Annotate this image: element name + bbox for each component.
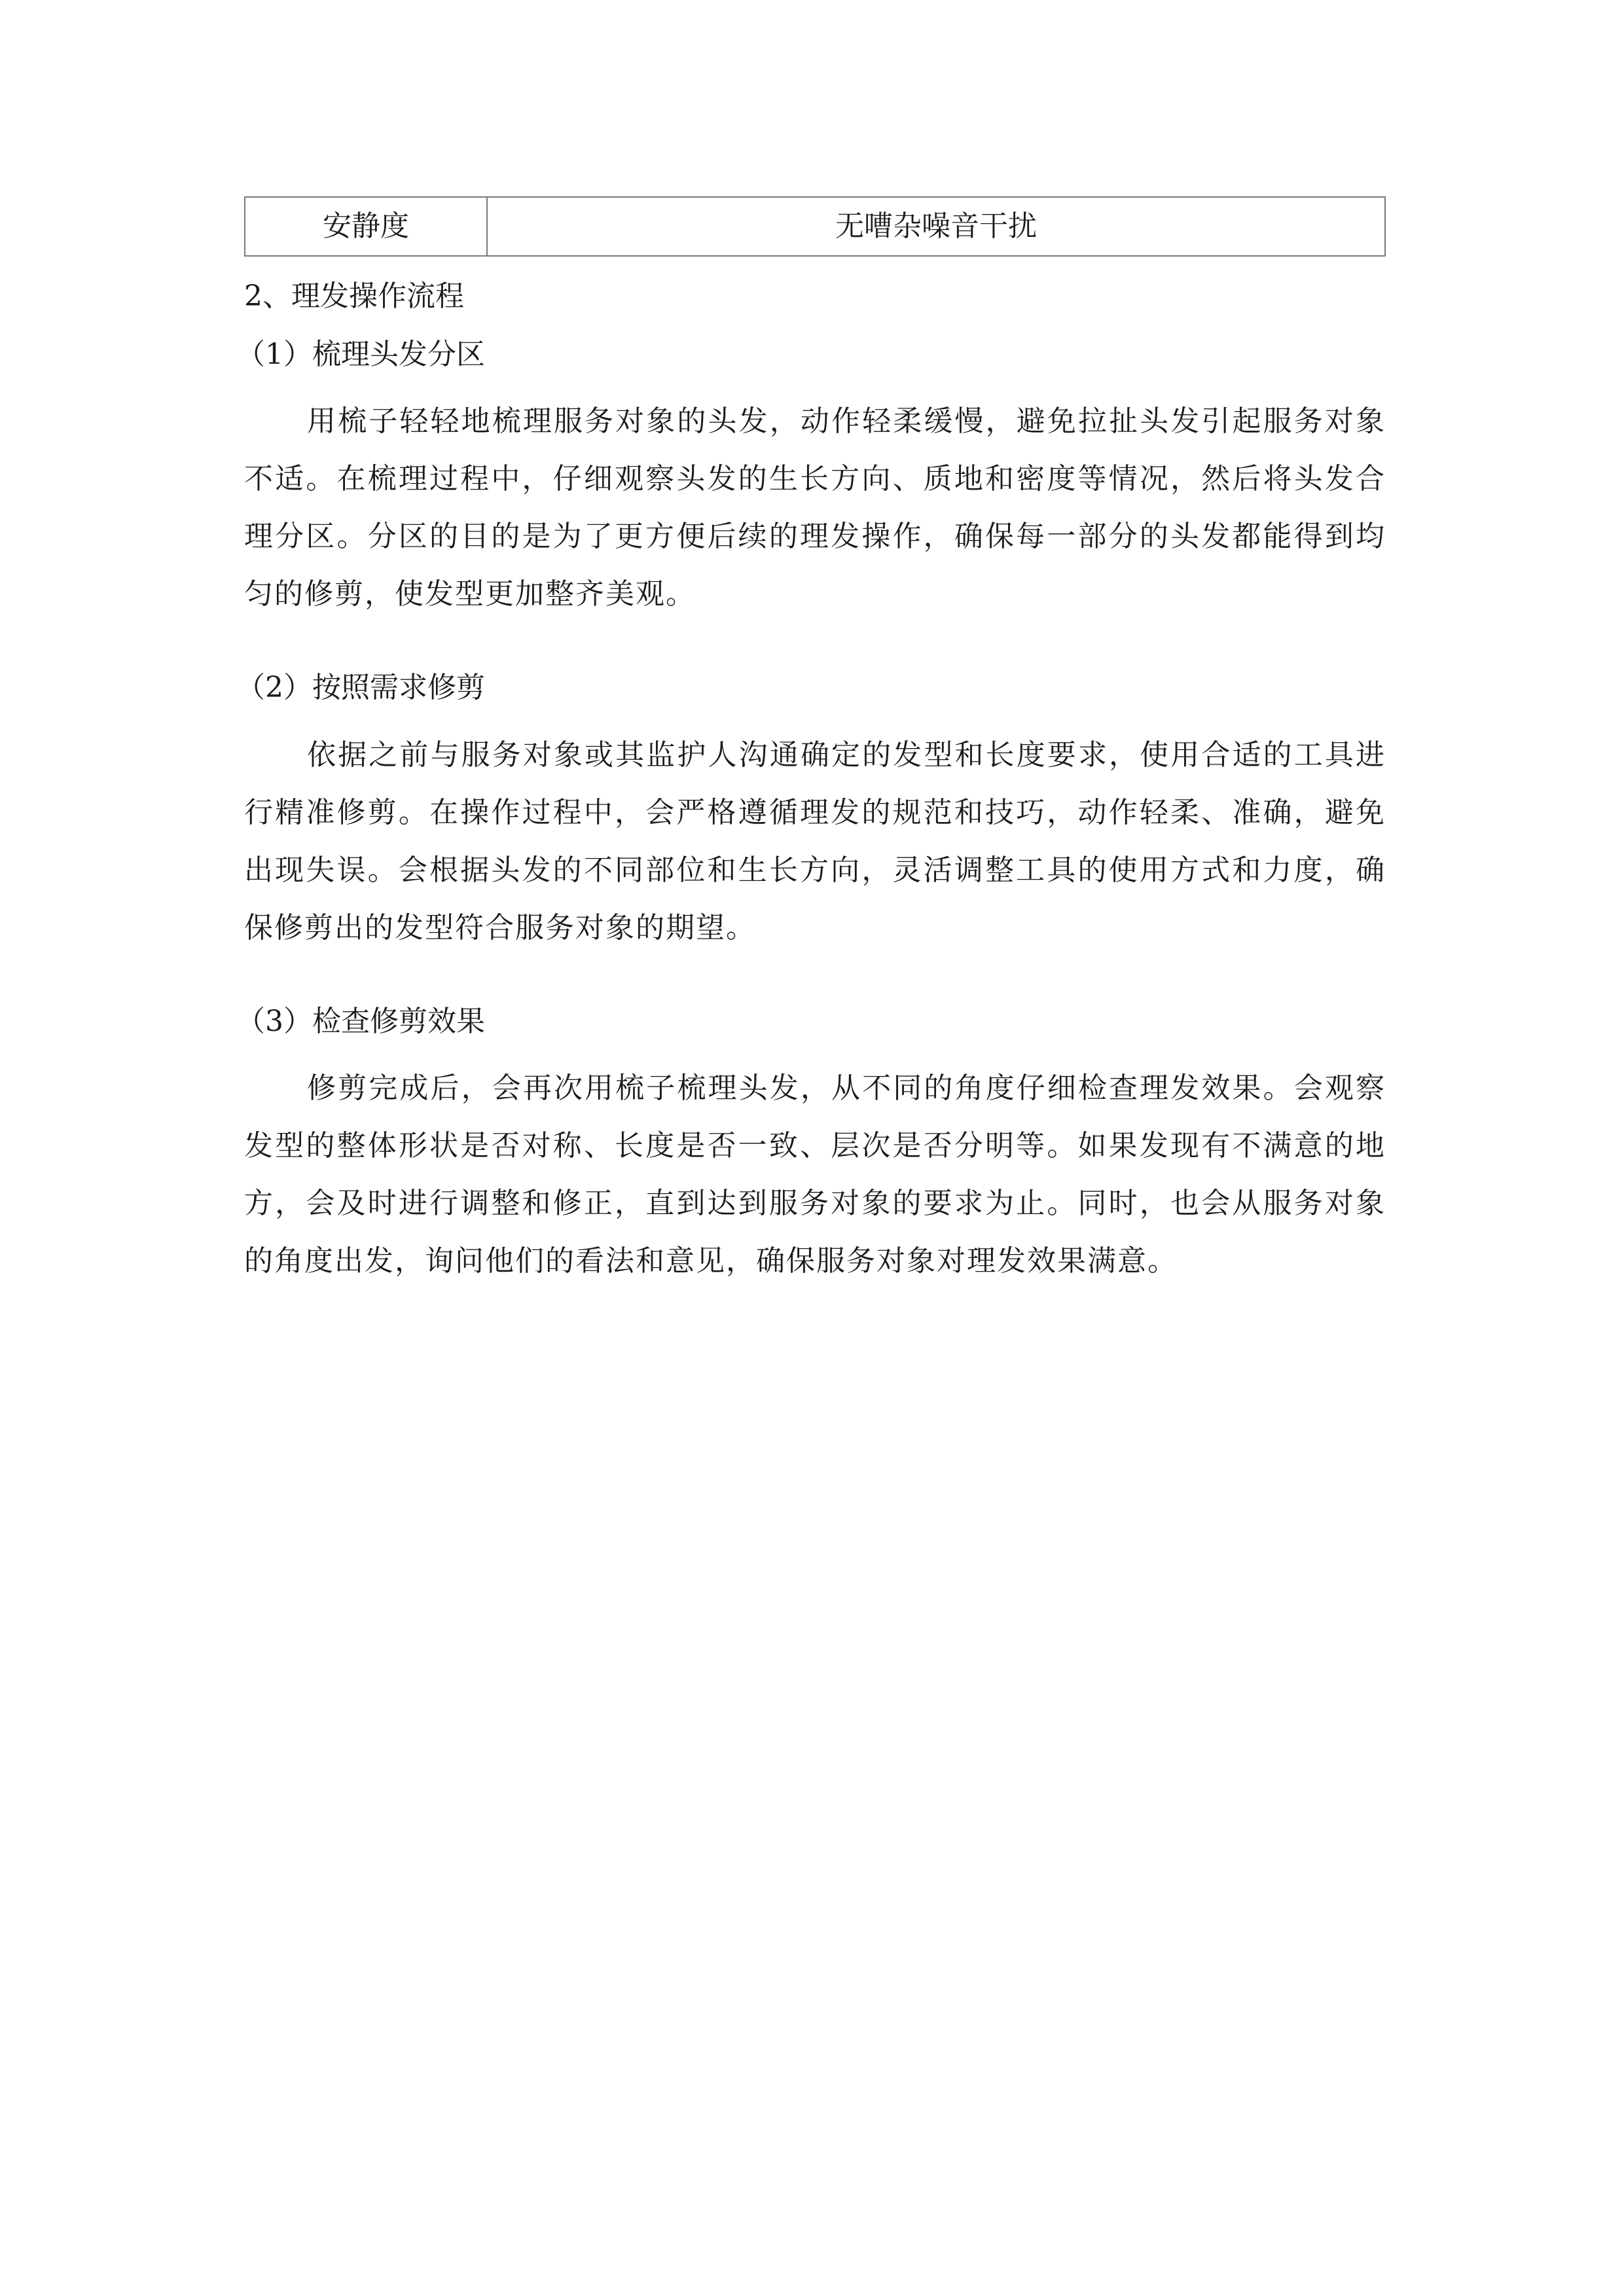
step-2-heading: （2）按照需求修剪	[236, 671, 485, 704]
table-row	[245, 197, 1385, 256]
table-cell-value: 无嘈杂噪音干扰	[487, 197, 1385, 256]
step-2-paragraph: 依据之前与服务对象或其监护人沟通确定的发型和长度要求，使用合适的工具进行精准修剪。在操作过程中，会严格遵循理发的规范和技巧，动作轻柔、准确，避免出现失误。会根据头发的不同部位和生长方向，灵活调整工具的使用方式和力度，确保修剪出的发型符合服务对象的期望。	[244, 738, 1386, 944]
step-1-paragraph: 用梳子轻轻地梳理服务对象的头发，动作轻柔缓慢，避免拉扯头发引起服务对象不适。在梳理过程中，仔细观察头发的生长方向、质地和密度等情况，然后将头发合理分区。分区的目的是为了更方便后续的理发操作，确保每一部分的头发都能得到均匀的修剪，使发型更加整齐美观。	[244, 404, 1386, 611]
step-1-heading: （1）梳理头发分区	[236, 338, 485, 371]
step-3-paragraph: 修剪完成后，会再次用梳子梳理头发，从不同的角度仔细检查理发效果。会观察发型的整体形状是否对称、长度是否一致、层次是否分明等。如果发现有不满意的地方，会及时进行调整和修正，直到达到服务对象的要求为止。同时，也会从服务对象的角度出发，询问他们的看法和意见，确保服务对象对理发效果满意。	[244, 1071, 1386, 1278]
step-3-heading: （3）检查修剪效果	[236, 1005, 485, 1038]
table-cell-label: 安静度	[245, 197, 487, 256]
section-title: 2、理发操作流程	[244, 279, 464, 313]
spec-table	[244, 196, 1386, 257]
